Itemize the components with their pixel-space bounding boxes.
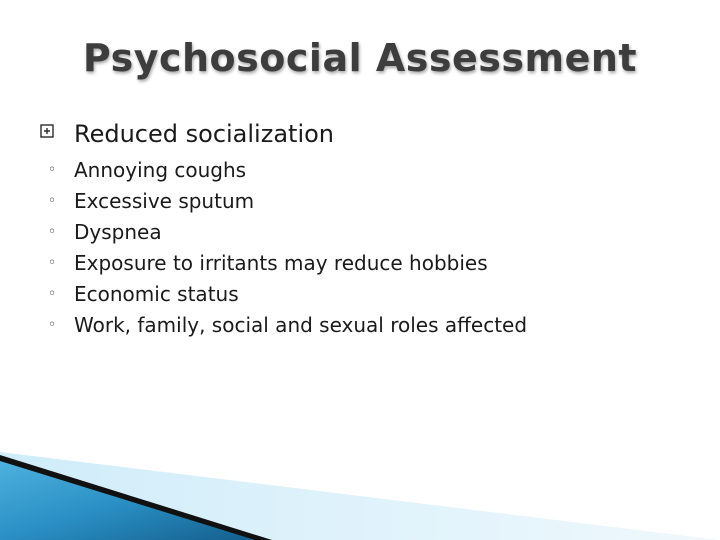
list-item-text: Annoying coughs <box>74 157 247 182</box>
main-bullet-text: Reduced socialization <box>74 120 335 148</box>
ring-bullet-icon: ◦ <box>48 192 57 209</box>
ring-bullet-icon: ◦ <box>48 254 57 271</box>
list-item <box>40 309 690 340</box>
dark-stripe-shape <box>0 455 272 540</box>
ornament-bullet-icon <box>40 123 74 142</box>
slide-title: Psychosocial Assessment <box>82 36 638 80</box>
blue-wedge-shape <box>0 458 265 540</box>
main-bullet-item <box>40 114 690 154</box>
list-item <box>40 154 690 185</box>
ring-bullet-icon: ◦ <box>48 223 57 240</box>
list-item <box>40 185 690 216</box>
slide-content <box>40 114 690 340</box>
list-item-text: Exposure to irritants may reduce hobbies <box>74 250 488 275</box>
list-item <box>40 216 690 247</box>
ring-bullet-icon: ◦ <box>48 316 57 333</box>
list-item <box>40 278 690 309</box>
sub-bullet-list <box>40 154 690 340</box>
list-item-text: Economic status <box>74 281 239 306</box>
ring-bullet-icon: ◦ <box>48 285 57 302</box>
list-item-text: Work, family, social and sexual roles affected <box>74 312 528 337</box>
list-item-text: Dyspnea <box>74 219 162 244</box>
list-item-text: Excessive sputum <box>74 188 255 213</box>
light-wedge-shape <box>0 452 720 540</box>
ring-bullet-icon: ◦ <box>48 161 57 178</box>
list-item <box>40 247 690 278</box>
